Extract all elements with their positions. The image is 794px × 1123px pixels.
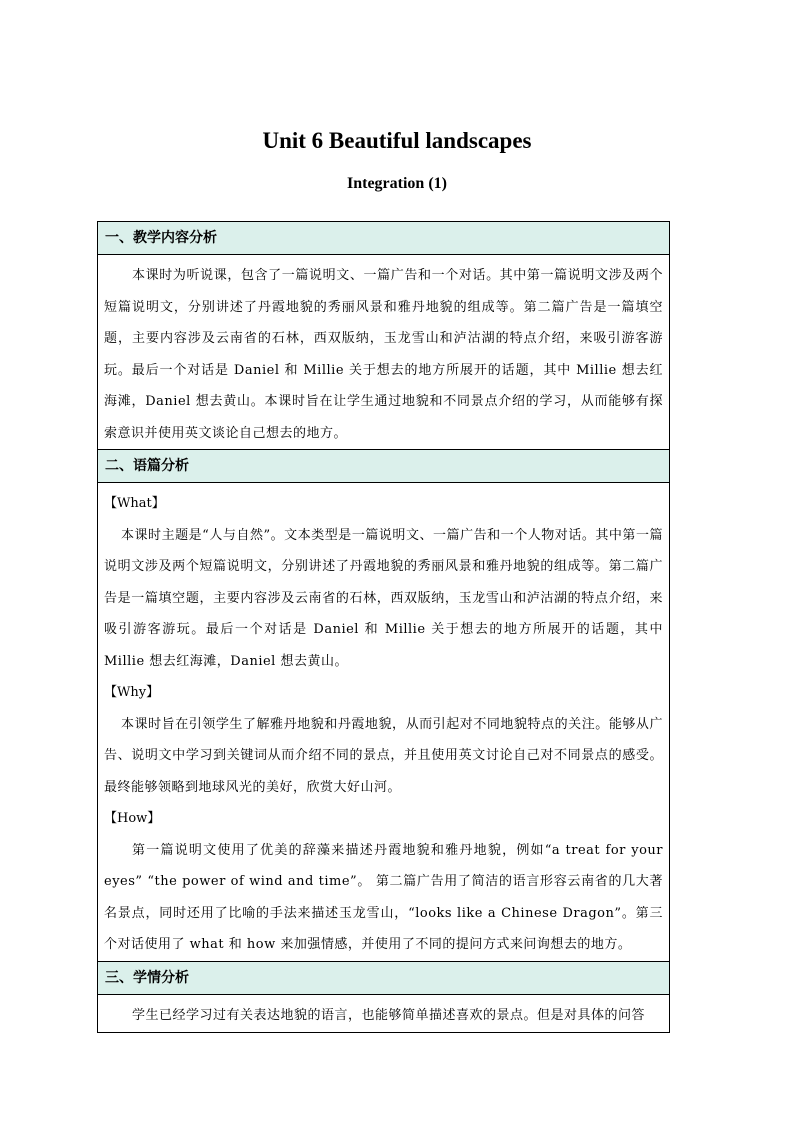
section-body-text-analysis [98, 483, 670, 962]
section-heading-content-analysis: 一、教学内容分析 [98, 222, 670, 255]
what-text: 本课时主题是“人与自然”。文本类型是一篇说明文、一篇广告和一个人物对话。其中第一篇说明文涉及两个短篇说明文，分别讲述了丹霞地貌的秀丽风景和雅丹地貌的组成等。第二篇广告是一篇填空题，主要内容涉及云南省的石林，西双版纳，玉龙雪山和泸沽湖的特点介绍，来吸引游客游玩。最后一个对话是 Daniel 和 Millie 关于想去的地方所展开的话题，其中 Millie 想去红海滩，Daniel 想去黄山。 [104, 527, 663, 669]
lesson-plan-table [97, 221, 670, 1033]
section-body-content-analysis [98, 255, 670, 450]
why-label: 【Why】 [104, 685, 160, 700]
how-label: 【How】 [104, 811, 161, 826]
student-analysis-text: 学生已经学习过有关表达地貌的语言，也能够简单描述喜欢的景点。但是对具体的问答 [132, 1007, 646, 1023]
how-text: 第一篇说明文使用了优美的辞藻来描述丹霞地貌和雅丹地貌，例如“a treat for your eyes” “the power of wind and time”。 第二篇广告用了简洁的语言形容云南省的几大著名景点，同时还用了比喻的手法来描述玉龙雪山，“looks like a Chinese Dragon”。第三个对话使用了 what 和 how 来加强情感，并使用了不同的提问方式来问询想去的地方。 [104, 842, 663, 952]
section-body-student-analysis [98, 994, 670, 1032]
why-text: 本课时旨在引领学生了解雅丹地貌和丹霞地貌，从而引起对不同地貌特点的关注。能够从广告、说明文中学习到关键词从而介绍不同的景点，并且使用英文讨论自己对不同景点的感受。最终能够领略到地球风光的美好，欣赏大好山河。 [104, 716, 663, 795]
content-analysis-text: 本课时为听说课，包含了一篇说明文、一篇广告和一个对话。其中第一篇说明文涉及两个短篇说明文，分别讲述了丹霞地貌的秀丽风景和雅丹地貌的组成等。第二篇广告是一篇填空题，主要内容涉及云南省的石林，西双版纳，玉龙雪山和泸沽湖的特点介绍，来吸引游客游玩。最后一个对话是 Daniel 和 Millie 关于想去的地方所展开的话题，其中 Millie 想去红海滩，Daniel 想去黄山。本课时旨在让学生通过地貌和不同景点介绍的学习，从而能够有探索意识并使用英文谈论自己想去的地方。 [104, 268, 663, 441]
section-heading-text-analysis: 二、语篇分析 [98, 450, 670, 483]
document-subtitle: Integration (1) [347, 175, 447, 192]
what-label: 【What】 [104, 496, 165, 511]
section-heading-student-analysis: 三、学情分析 [98, 961, 670, 994]
document-title: Unit 6 Beautiful landscapes [262, 128, 532, 153]
